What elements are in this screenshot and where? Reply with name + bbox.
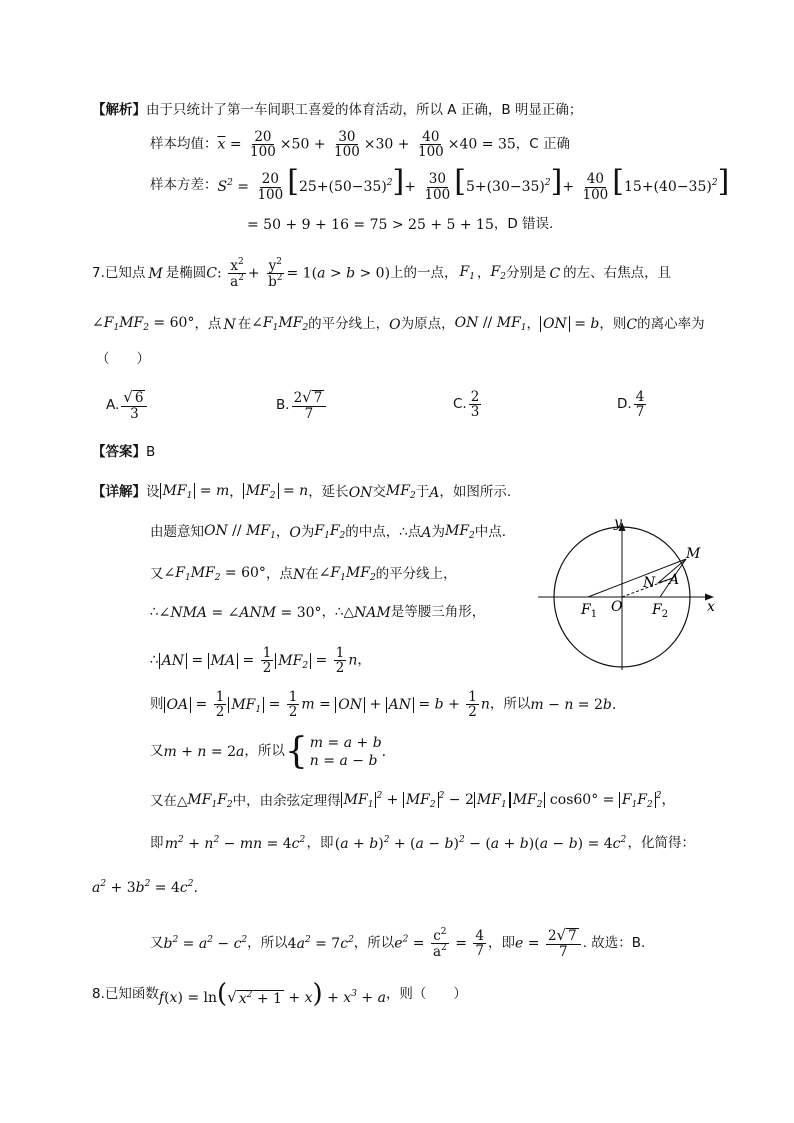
detail-line1: 【详解】 设 $MF_1 = m$ ， $MF_2 = n$ ，延长 ON 交 $MF_2$ 于 A ，如图所示.: [92, 483, 512, 502]
detail-line3: 又 $\angle F_1MF_2 = 60^\circ$ ，点 N 在 $\angle F_1MF_2$ 的平分线上，: [150, 565, 457, 583]
d9b: ，即: [306, 834, 334, 851]
frac: $\frac{y^2}{b^2}$: [268, 257, 283, 291]
variance-label: 样本方差：: [150, 177, 218, 194]
answer-tag: 【答案】: [92, 444, 146, 460]
option-c[interactable]: [453, 390, 483, 419]
detail-line6: 则 OA = $\frac{1}{2}$ $MF_1$ = $\frac{1}{2}$ m = ON + AN = b + $\frac{1}{2}$ n ，所以 m − n = 2b.: [150, 689, 617, 721]
q7-l2b: 在: [237, 315, 252, 332]
q8-stem-after: ，则（ ）: [385, 986, 467, 1003]
d4b: ，∴△: [321, 604, 355, 621]
d2d: 的中点，∴点: [345, 523, 422, 540]
detail-tag: 【详解】: [92, 484, 146, 501]
frac: $\frac{1}{2}$: [335, 645, 345, 677]
d4c: 是等腰三角形，: [390, 604, 486, 621]
d9a: 即: [150, 834, 164, 851]
d11c: ，所以: [353, 934, 395, 951]
detail-line4: ∴ ∠NMA = ∠ANM = 30° ，∴△ NAM 是等腰三角形，: [150, 604, 486, 621]
d8a: 又在△: [150, 792, 188, 809]
detail-line11: 又 $b^2 = a^2 - c^2$ ，所以 $4a^2 = 7c^2$ ，所以 $e^2$ = $\frac{c^2}{a^2}$ = $\frac{4}{7}$ ，即 e = 2 √ 7 7 . 故选：B.: [150, 926, 646, 961]
frac: $\frac{4}{7}$: [635, 389, 645, 421]
d6a: 则: [150, 695, 164, 712]
option-c-label: C.: [453, 395, 467, 412]
frac: $\frac{x^2}{a^2}$: [230, 257, 244, 291]
q7-stem-lr: 的左、右焦点，且: [563, 264, 672, 281]
frac: $\frac{30}{100}$: [424, 171, 451, 203]
d3c: 在: [305, 565, 319, 582]
q8-stem: 8.已知函数 f(x) = ln( √ $x^2 + 1$ + $x) + x^3 + a$ ，则（ ）: [92, 979, 467, 1009]
variance-result: = 50 + 9 + 16 = 75 > 25 + 5 + 15: [247, 217, 494, 233]
d1e: 于: [415, 484, 430, 501]
d3b: ，点: [265, 565, 293, 582]
detail-line5: ∴ AN = MA = $\frac{1}{2}$ $MF_2$ = $\frac{1}{2}$ n ，: [150, 645, 371, 677]
label-f2-main: F: [652, 602, 662, 618]
option-b-label: B.: [276, 396, 290, 413]
q7-l2d: 为原点，: [400, 315, 455, 332]
option-d[interactable]: [617, 390, 648, 419]
frac: $\frac{c^2}{a^2}$: [432, 927, 447, 961]
d11e: . 故选：B.: [582, 934, 646, 951]
detail-line7: 又 m + n = 2a ，所以 { m = a + b n = a − b .: [150, 730, 387, 772]
d11b: ，所以: [247, 934, 288, 951]
q7-paren: （ ）: [96, 351, 150, 367]
label-f2-sub: 2: [661, 609, 669, 620]
answer-value: B: [146, 444, 156, 460]
sample-variance-line: [150, 164, 730, 203]
d11a: 又: [150, 934, 164, 951]
mean-formula: $\overline{x}$ = $\frac{20}{100}$ ×50 + $\frac{30}{100}$ ×30 + $\frac{40}{100}$ ×40 = 35: [217, 129, 516, 161]
label-f1-main: F: [581, 602, 591, 618]
q7-l2a: ，点: [194, 315, 222, 332]
label-o: O: [611, 599, 623, 615]
d7a: 又: [150, 743, 164, 760]
option-d-label: D.: [617, 395, 632, 412]
d3d: 的平分线上，: [375, 565, 457, 582]
d5a: ∴: [150, 651, 159, 668]
label-x: x: [707, 599, 715, 615]
mean-correct: ，C 正确: [515, 135, 570, 152]
d2e: 为: [431, 523, 445, 540]
ellipse-equation: C: $\frac{x^2}{a^2}$ + $\frac{y^2}{b^2}$ = 1(a > b > 0): [206, 257, 391, 291]
frac: $\frac{2}{3}$: [470, 389, 480, 421]
mean-label: 样本均值：: [150, 135, 218, 152]
label-y: y: [614, 515, 622, 531]
label-m: M: [686, 546, 701, 562]
d1b: ，: [229, 484, 243, 501]
frac: $\frac{1}{2}$: [468, 689, 477, 721]
frac: $\frac{40}{100}$: [582, 171, 609, 203]
d9c: ，化简得：: [627, 834, 695, 851]
analysis-tag: 【解析】: [92, 102, 146, 118]
label-f2: [651, 602, 668, 620]
detail-line8: 又在△ $MF_1F_2$ 中，由余弦定理得 $MF_1^2 + MF_2^2 - 2$ $MF_1$ $MF_2$ $\cos 60^\circ = F_1F_2^2$，: [150, 791, 676, 810]
frac: $\frac{1}{2}$: [215, 689, 225, 721]
system-of-equations: { m = a + b n = a − b: [284, 730, 382, 772]
frac: $\frac{20}{100}$: [250, 129, 276, 161]
detail-line10: $a^2 + 3b^2 = 4c^2$.: [92, 879, 198, 896]
d1a: 设: [146, 484, 160, 501]
label-n: N: [643, 575, 656, 591]
detail-line2: 由题意知 ON // $MF_1$ ， O 为 $F_1F_2$ 的中点，∴点 A 为 $MF_2$ 中点.: [150, 523, 507, 541]
d2b: ，: [275, 523, 290, 540]
q8-stem-pre: 8.已知函数: [92, 986, 159, 1003]
d2f: 中点.: [474, 523, 507, 540]
d3a: 又: [150, 565, 164, 582]
d4a: ∴: [150, 604, 159, 621]
answer-line: [92, 446, 155, 460]
ellipse-diagram: [536, 512, 736, 672]
option-a-label: A.: [106, 396, 120, 413]
d11d: ，即: [488, 934, 515, 951]
q7-l2c: 的平分线上，: [308, 315, 390, 332]
q7-l2e: ，则: [599, 315, 627, 332]
label-a: A: [669, 572, 680, 588]
q7-stem-line1: 7.已知点 M 是椭圆 C: $\frac{x^2}{a^2}$ + $\frac{y^2}{b^2}$ = 1(a > b > 0) 上的一点， $F_1$ ， $F_2$ 分别是 C 的左、右焦点，且: [92, 257, 672, 291]
option-a[interactable]: [106, 390, 149, 421]
frac: $\frac{20}{100}$: [257, 171, 284, 203]
d1f: ，如图所示.: [439, 484, 512, 501]
d1d: 交: [372, 484, 386, 501]
variance-wrong: ，D 错误.: [493, 216, 554, 233]
d8b: 中，由余弦定理得: [232, 792, 341, 809]
sample-mean-line: [150, 130, 570, 159]
d1c: ，延长: [308, 484, 349, 501]
frac: 2 √ 7 7: [546, 928, 581, 959]
frac: 2 √ 7 7: [292, 390, 327, 421]
frac: √ 6 3: [121, 390, 147, 421]
q7-stem-line2: $\angle F_1MF_2 = 60^\circ$ ，点 N 在 $\angle F_1MF_2$ 的平分线上， O 为原点， ON // $MF_1$ ， ON = b ，则 C 的离心率为: [92, 315, 705, 333]
detail-line9: 即 $m^2 + n^2$ − mn = $4c^2$ ，即 $(a + b)^2 + (a - b)^2 - (a + b)(a - b) = 4c^2$ ，化简得：: [150, 834, 695, 852]
d7b: ，所以: [244, 743, 285, 760]
d2a: 由题意知: [150, 523, 204, 540]
d6b: ，所以: [489, 695, 531, 712]
q7-stem-after: 上的一点，: [390, 264, 458, 281]
d2c: 为: [300, 523, 315, 540]
q7-stem-pre: 7.已知点: [92, 264, 146, 281]
frac: $\frac{4}{7}$: [475, 928, 484, 960]
option-b[interactable]: [276, 390, 328, 421]
q7-l2f: 的离心率为: [637, 315, 705, 332]
label-f1: [580, 602, 597, 620]
variance-result-line: [247, 218, 553, 232]
frac: $\frac{1}{2}$: [262, 645, 272, 677]
analysis-line: [92, 104, 582, 118]
frac: $\frac{1}{2}$: [288, 689, 298, 721]
q7-stem-foci: 分别是: [505, 264, 547, 281]
q7-stem-mid: 是椭圆: [165, 264, 207, 281]
analysis-text: 由于只统计了第一车间职工喜爱的体育活动，所以 A 正确，B 明显正确；: [146, 102, 583, 118]
label-f1-sub: 1: [590, 609, 598, 620]
variance-formula: $S^2$ = $\frac{20}{100}$ $[25+(50-35)^2]+$ $\frac{30}{100}$ $[5+(30-35)^2]+$ $\frac{40}{100}$ $[15+(40-35)^2]$: [217, 164, 730, 203]
frac: $\frac{30}{100}$: [334, 129, 360, 161]
frac: $\frac{40}{100}$: [417, 129, 444, 161]
